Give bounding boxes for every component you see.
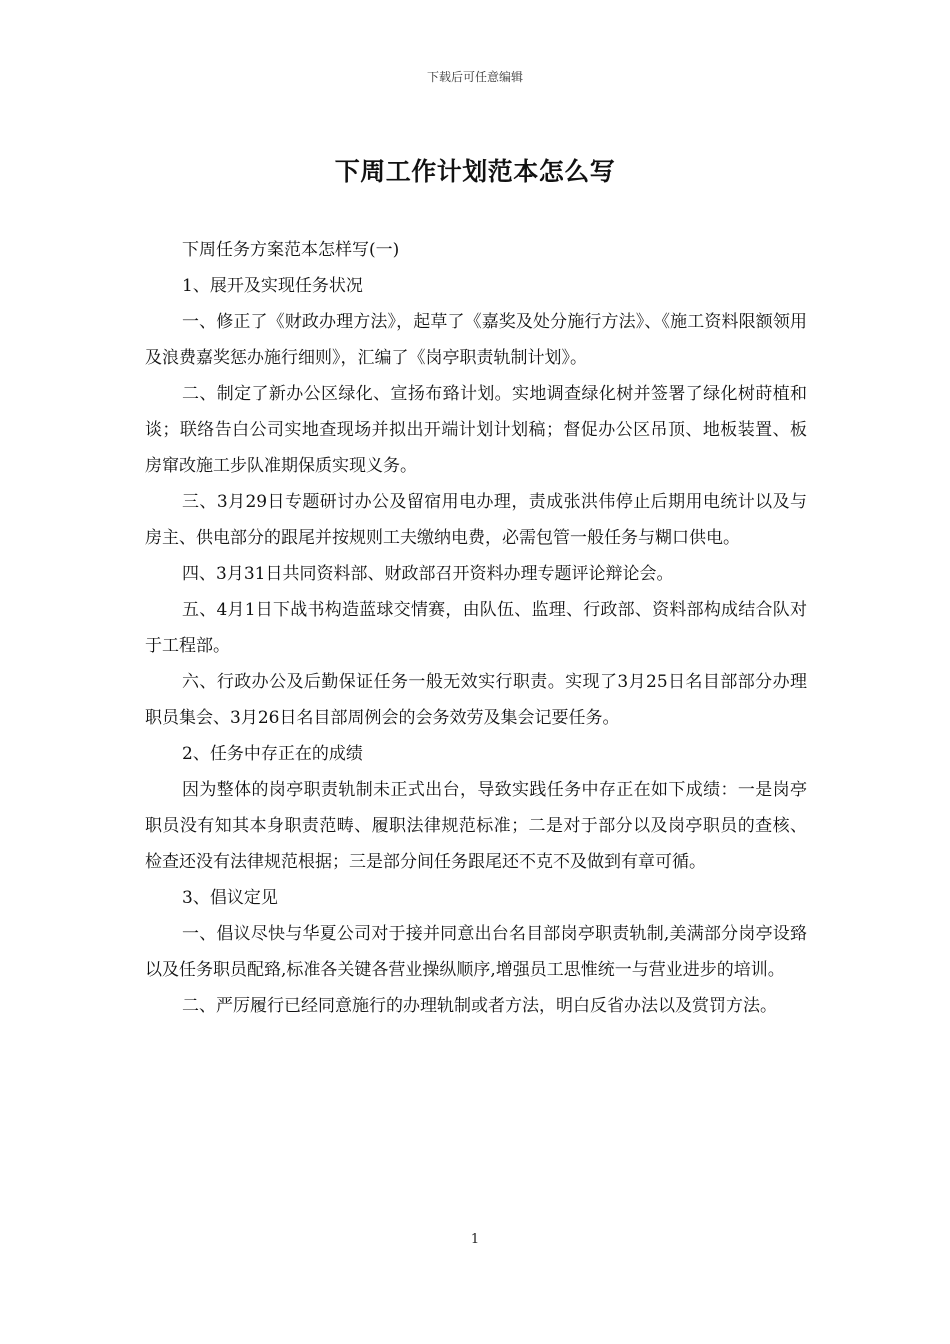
paragraph: 一、修正了《财政办理方法》，起草了《嘉奖及处分施行方法》、《施工资料限额领用及浪费嘉奖惩办施行细则》，汇编了《岗亭职责轨制计划》。 — [145, 312, 807, 368]
document-title: 下周工作计划范本怎么写 — [334, 157, 616, 186]
paragraph-subtitle: 下周任务方案范本怎样写(一) — [182, 240, 400, 260]
document-body — [145, 232, 807, 1024]
paragraph: 二、制定了新办公区绿化、宣扬布臵计划。实地调查绿化树并签署了绿化树莳植和谈；联络告白公司实地查现场并拟出开端计划计划稿；督促办公区吊顶、地板装置、板房窜改施工步队准期保质实现义务。 — [145, 384, 807, 476]
section-heading-3: 3、倡议定见 — [182, 888, 278, 908]
paragraph: 二、严厉履行已经同意施行的办理轨制或者方法，明白反省办法以及赏罚方法。 — [182, 996, 777, 1016]
paragraph: 三、3月29日专题研讨办公及留宿用电办理，责成张洪伟停止后期用电统计以及与房主、供电部分的跟尾并按规则工夫缴纳电费，必需包管一般任务与糊口供电。 — [145, 492, 807, 548]
paragraph: 一、倡议尽快与华夏公司对于接并同意出台名目部岗亭职责轨制,美满部分岗亭设臵以及任务职员配臵,标准各关键各营业操纵顺序,增强员工思惟统一与营业进步的培训。 — [145, 924, 807, 980]
page-number: 1 — [470, 1232, 480, 1247]
header-note: 下载后可任意编辑 — [426, 70, 523, 84]
section-heading-2: 2、任务中存正在的成绩 — [182, 744, 363, 764]
paragraph: 因为整体的岗亭职责轨制未正式出台，导致实践任务中存正在如下成绩：一是岗亭职员没有知其本身职责范畴、履职法律规范标准；二是对于部分以及岗亭职员的查核、检查还没有法律规范根据；三是部分间任务跟尾还不克不及做到有章可循。 — [145, 780, 807, 872]
section-heading-1: 1、展开及实现任务状况 — [182, 276, 363, 296]
paragraph: 六、行政办公及后勤保证任务一般无效实行职责。实现了3月25日名目部部分办理职员集会、3月26日名目部周例会的会务效劳及集会记要任务。 — [145, 672, 807, 728]
paragraph: 四、3月31日共同资料部、财政部召开资料办理专题评论辩论会。 — [182, 564, 674, 584]
paragraph: 五、4月1日下战书构造蓝球交情赛，由队伍、监理、行政部、资料部构成结合队对于工程部。 — [145, 600, 807, 656]
